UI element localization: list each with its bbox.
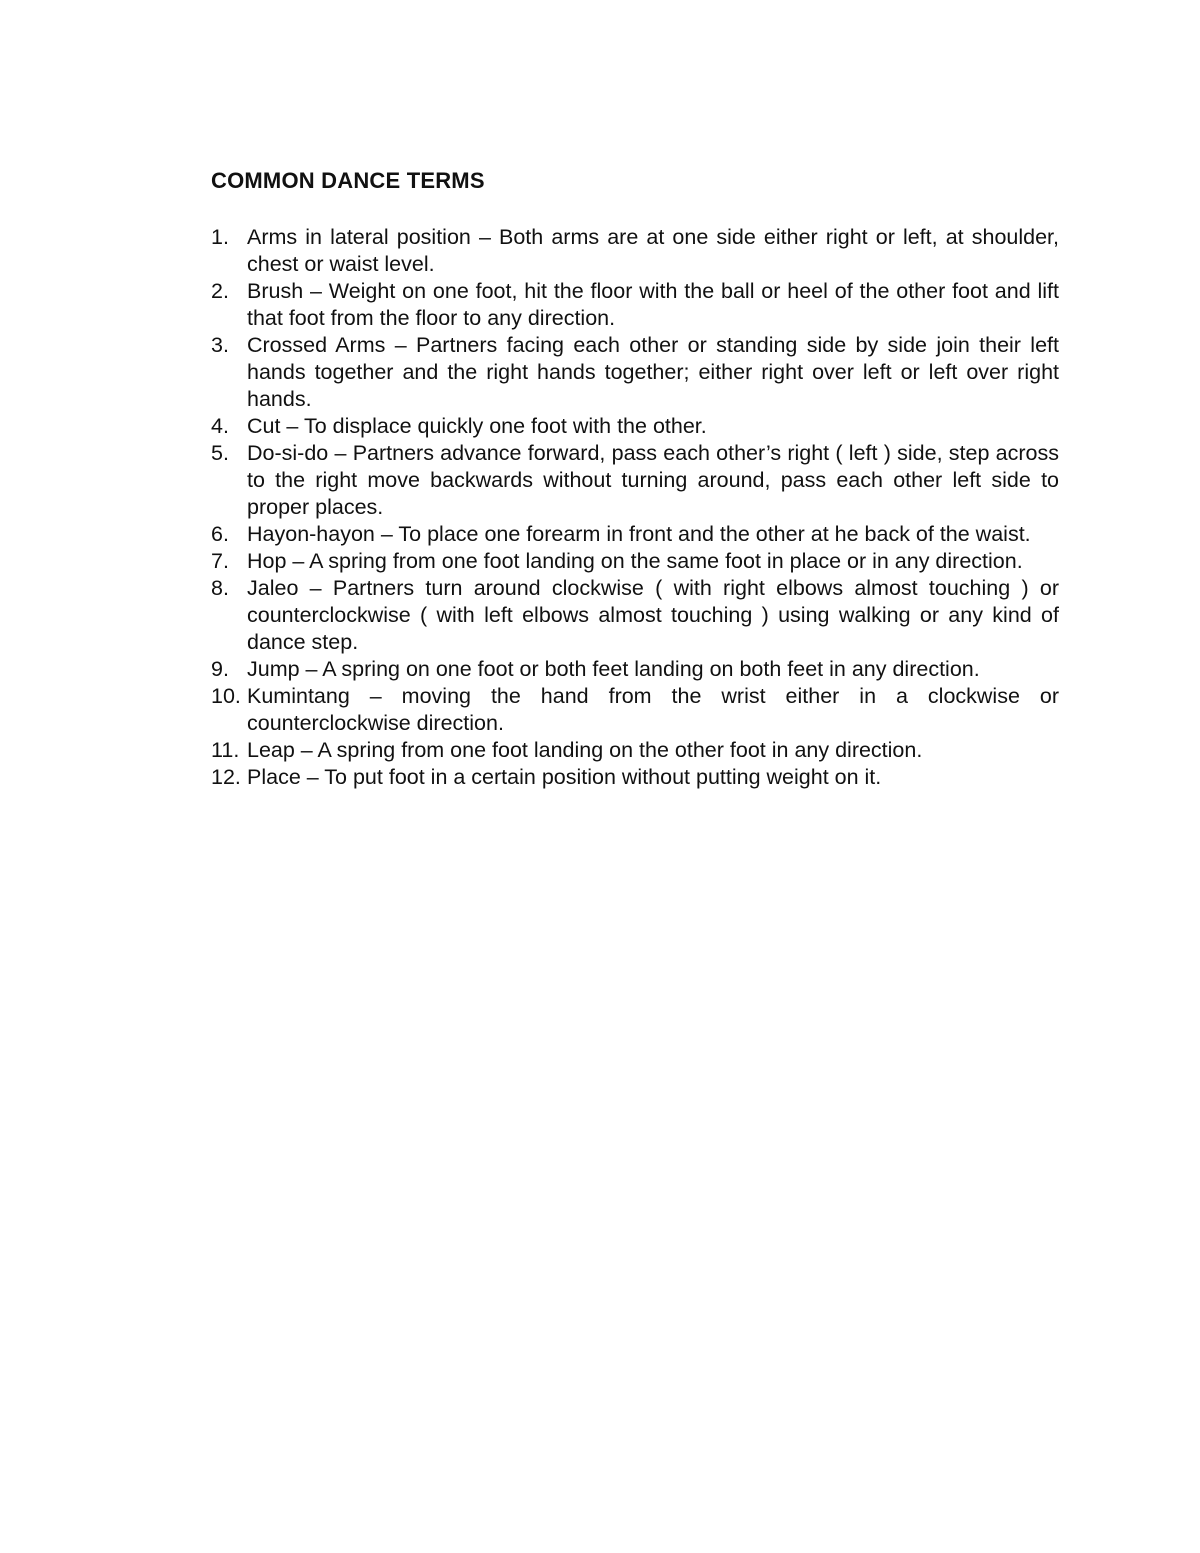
list-item xyxy=(211,413,1059,440)
term-definition: Cut – To displace quickly one foot with the other. xyxy=(247,414,707,438)
list-item xyxy=(211,737,1059,764)
list-item xyxy=(211,224,1059,278)
list-item xyxy=(211,548,1059,575)
term-number: 5. xyxy=(211,441,229,465)
term-number: 9. xyxy=(211,657,229,681)
terms-list xyxy=(211,224,1059,791)
term-definition: Jump – A spring on one foot or both feet landing on both feet in any direction. xyxy=(247,657,980,681)
list-item xyxy=(211,764,1059,791)
list-item xyxy=(211,575,1059,656)
term-number: 2. xyxy=(211,279,229,303)
term-number: 3. xyxy=(211,333,229,357)
list-item xyxy=(211,332,1059,413)
term-definition: Kumintang – moving the hand from the wrist either in a clockwise or counterclockwise direction. xyxy=(247,684,1059,735)
term-definition: Hop – A spring from one foot landing on the same foot in place or in any direction. xyxy=(247,549,1023,573)
term-definition: Jaleo – Partners turn around clockwise ( with right elbows almost touching ) or counterclockwise ( with left elbows almost touching ) using walking or any kind of dance step. xyxy=(247,576,1059,654)
list-item xyxy=(211,683,1059,737)
term-number: 6. xyxy=(211,522,229,546)
term-number: 11. xyxy=(211,738,240,762)
list-item xyxy=(211,278,1059,332)
term-number: 10. xyxy=(211,684,241,708)
list-item xyxy=(211,440,1059,521)
term-definition: Arms in lateral position – Both arms are at one side either right or left, at shoulder, chest or waist level. xyxy=(247,225,1059,276)
list-item xyxy=(211,656,1059,683)
term-definition: Brush – Weight on one foot, hit the floor with the ball or heel of the other foot and lift that foot from the floor to any direction. xyxy=(247,279,1059,330)
document-title: COMMON DANCE TERMS xyxy=(211,168,485,193)
term-definition: Crossed Arms – Partners facing each other or standing side by side join their left hands together and the right hands together; either right over left or left over right hands. xyxy=(247,333,1059,411)
term-definition: Place – To put foot in a certain position without putting weight on it. xyxy=(247,765,882,789)
term-definition: Leap – A spring from one foot landing on the other foot in any direction. xyxy=(247,738,923,762)
list-item xyxy=(211,521,1059,548)
term-number: 4. xyxy=(211,414,229,438)
term-number: 1. xyxy=(211,225,229,249)
term-definition: Do-si-do – Partners advance forward, pass each other’s right ( left ) side, step across to the right move backwards without turning around, pass each other left side to proper places. xyxy=(247,441,1059,519)
term-definition: Hayon-hayon – To place one forearm in front and the other at he back of the waist. xyxy=(247,522,1031,546)
term-number: 8. xyxy=(211,576,229,600)
term-number: 7. xyxy=(211,549,229,573)
term-number: 12. xyxy=(211,765,241,789)
